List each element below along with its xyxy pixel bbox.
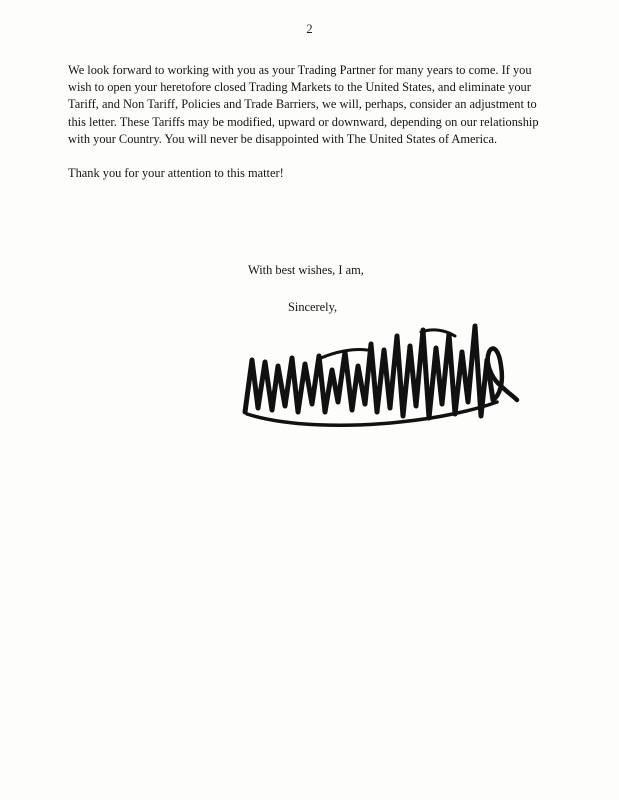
best-wishes-line: With best wishes, I am, [248, 263, 364, 277]
sincerely-line: Sincerely, [288, 300, 338, 314]
letter-body [68, 62, 552, 182]
handwritten-signature-icon [225, 300, 525, 460]
paragraph-2: Thank you for your attention to this matter! [68, 166, 284, 181]
paragraph-1: We look forward to working with you as your Trading Partner for many years to come. If you wish to open your heretofore closed Trading Markets to the United States, and eliminate your Tariff, and Non Tariff, Policies and Trade Barriers, we will, perhaps, consider an adjustment to this letter. These Tariffs may be modified, upward or downward, depending on our relationship with your Country. You will never be disappointed with The United States of America. [68, 63, 539, 146]
page-number: 2 [306, 22, 313, 36]
